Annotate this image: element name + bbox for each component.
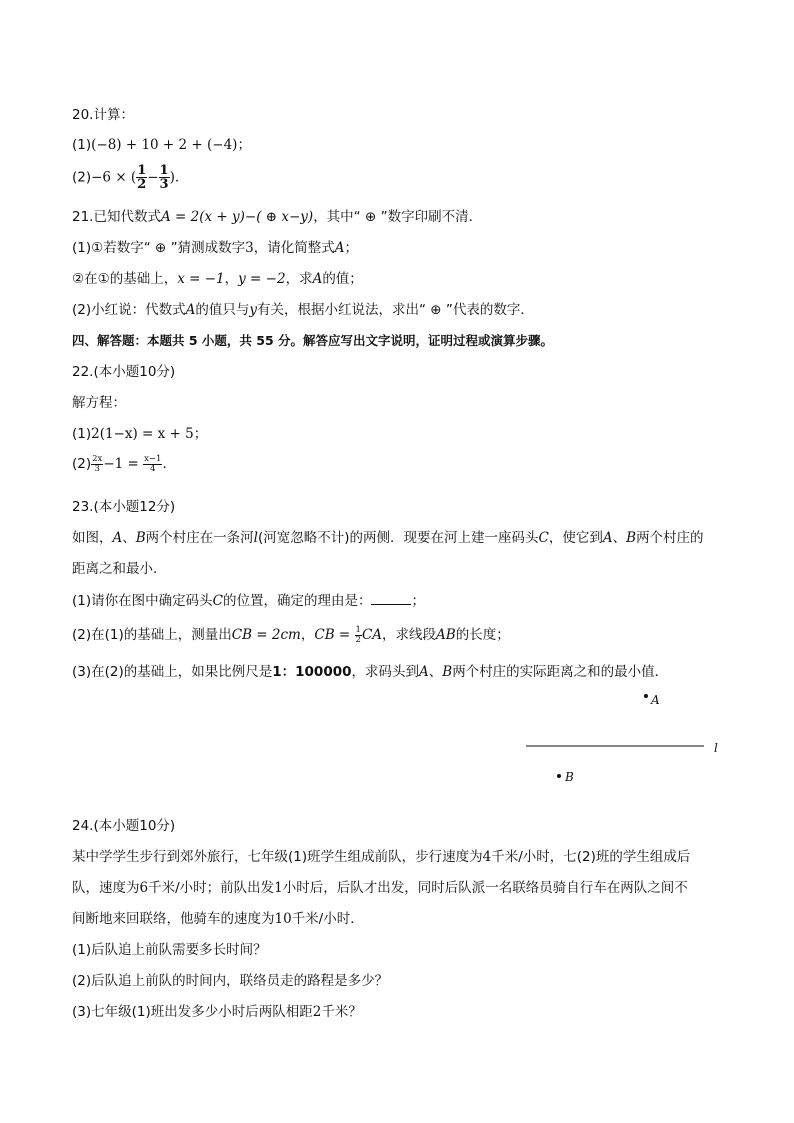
- q21-title-expr: A = 2(x + y)−( ⊕ x−y): [160, 209, 314, 225]
- q20-frac-third: [159, 164, 170, 191]
- q21-step2: [72, 301, 734, 319]
- q23-s3-pre: (3)在(2)的基础上，如果比例尺是: [72, 664, 273, 680]
- q24-l2-t: 1: [274, 880, 283, 896]
- frac-num: 2x: [92, 454, 103, 464]
- point-B-dot: [557, 774, 561, 778]
- q23-s2-eq1: CB = 2cm: [231, 627, 301, 643]
- q23-s1-mid: 的位置，确定的理由是：: [222, 593, 372, 609]
- point-B-label: B: [565, 770, 574, 784]
- q24-l3-v3: 10: [274, 911, 292, 927]
- q23-s2-pre: (2)在(1)的基础上，测量出: [72, 627, 232, 643]
- q23-l2-text: 距离之和最小．: [72, 561, 167, 577]
- q21-s2-end: 有关，根据小红说法，求出“ ⊕ ”代表的数字．: [257, 302, 534, 318]
- q23-s2-end: 的长度；: [455, 627, 510, 643]
- q23-figure: [500, 684, 740, 794]
- q21-s1a-end: ；: [344, 240, 358, 256]
- q23-title: [72, 498, 734, 516]
- q23-s2-eq2-post: CA: [361, 627, 383, 643]
- q24-s3-end: 千米？: [321, 1004, 362, 1020]
- q20-p2-post: )．: [169, 169, 189, 186]
- river-label-l: l: [714, 741, 718, 755]
- q23-l1-sep2: 、: [612, 530, 627, 546]
- q22-frac-2x-3: [91, 455, 103, 473]
- q21-title-post: ，其中“ ⊕ ”数字印刷不清．: [313, 209, 483, 225]
- q21-s1a-pre: (1)①若数字“ ⊕ ”猜测成数字: [72, 240, 246, 256]
- q23-l1-mid: 两个村庄在一条河: [145, 530, 254, 546]
- q20-p2-label: (2): [72, 169, 92, 186]
- q24-step3: [72, 1003, 734, 1021]
- point-A-label: A: [651, 693, 660, 707]
- q22-p2-label: (2): [72, 456, 92, 472]
- frac-den: 3: [94, 463, 100, 474]
- frac-num: 1: [159, 163, 169, 178]
- q23-s3-mid: ，求码头到: [351, 664, 420, 680]
- q24-line3: [72, 910, 734, 928]
- q23-s1-end: ；: [411, 593, 425, 609]
- q23-s3-A: A: [419, 664, 429, 680]
- q22-intro: [72, 394, 734, 412]
- q22-part1: [72, 425, 734, 443]
- section-4-heading: [72, 332, 734, 350]
- q20-frac-half: [136, 164, 147, 191]
- q21-s1b-sep: ，: [224, 271, 239, 287]
- frac-num: x−1: [144, 454, 162, 464]
- point-A-dot: [644, 694, 648, 698]
- q23-l1-sep: 、: [122, 530, 136, 546]
- q23-l1-mid3: ，使它到: [548, 530, 603, 546]
- q20-part1: [72, 136, 734, 154]
- q23-l1-mid2: (河宽忽略不计)的两侧．现要在河上建一座码头: [258, 530, 539, 546]
- q24-title-text: 24.(本小题10分): [72, 818, 176, 834]
- answer-blank[interactable]: [371, 592, 411, 605]
- q23-step3: [72, 663, 734, 681]
- q24-l2-v2: 6: [139, 880, 149, 896]
- q23-s2-mid: ，求线段: [382, 627, 437, 643]
- q23-l1-A2: A: [602, 530, 613, 546]
- frac-num: 1: [137, 163, 147, 178]
- q24-l1-v1: 4: [482, 849, 492, 865]
- q23-s1-C: C: [212, 593, 223, 609]
- q21-s1a-var: A: [334, 240, 345, 256]
- q22-part2: [72, 452, 734, 476]
- q21-title-pre: 21.已知代数式: [72, 209, 161, 225]
- q21-s2-mid: 的值只与: [195, 302, 250, 318]
- frac-den: 2: [355, 634, 361, 645]
- q24-l3-end: 千米/小时．: [291, 911, 364, 927]
- q21-title: [72, 208, 734, 226]
- q20-title: [72, 106, 734, 124]
- q23-l1-B2: B: [626, 530, 637, 546]
- q23-s2-eq2-pre: CB =: [314, 627, 351, 643]
- q23-s3-B: B: [442, 664, 453, 680]
- frac-den: 2: [137, 177, 147, 192]
- q24-line1: [72, 848, 734, 866]
- q23-s3-end: 两个村庄的实际距离之和的最小值．: [452, 664, 669, 680]
- q22-p2-end: ．: [162, 456, 176, 472]
- q20-p1-label: (1): [72, 137, 92, 153]
- q23-title-text: 23.(本小题12分): [72, 499, 176, 515]
- q23-step2: [72, 624, 734, 646]
- section-4-text: 四、解答题：本题共 5 小题，共 55 分。解答应写出文字说明，证明过程或演算步骤。: [72, 333, 554, 348]
- q24-s2-text: (2)后队追上前队的时间内，联络员走的路程是多少？: [72, 973, 389, 989]
- q22-title-text: 22.(本小题10分): [72, 364, 176, 380]
- frac-num: 1: [355, 625, 361, 635]
- q21-s1b-end: 的值；: [322, 271, 363, 287]
- q24-line2: [72, 879, 734, 897]
- q23-s2-AB: AB: [436, 627, 456, 643]
- q22-p1-end: ；: [193, 426, 208, 442]
- q23-l1-C: C: [538, 530, 549, 546]
- q20-p1-end: ；: [237, 137, 251, 153]
- q22-intro-text: 解方程：: [72, 395, 126, 411]
- frac-den: 4: [150, 463, 156, 474]
- q21-s2-pre: (2)小红说：代数式: [72, 302, 186, 318]
- q22-p1-label: (1): [72, 426, 92, 442]
- q24-step2: [72, 972, 734, 990]
- q23-line2: [72, 560, 734, 578]
- q23-l1-pre: 如图，: [72, 530, 113, 546]
- q21-s1b-y: y = −2: [238, 271, 286, 287]
- q21-s1b-pre: ②在①的基础上，: [72, 271, 178, 287]
- q23-step1: [72, 592, 734, 610]
- q23-l1-l: l: [253, 530, 258, 546]
- q21-s2-var: A: [185, 302, 196, 318]
- q24-step1: [72, 941, 734, 959]
- q21-s2-var2: y: [249, 302, 258, 318]
- q20-p2-minus: −: [147, 169, 159, 186]
- q20-part2: [72, 164, 734, 191]
- q24-l1-mid: 千米/小时，七(2)班的学生组成后: [491, 849, 691, 865]
- q23-s3-scale: 1：100000: [272, 664, 352, 680]
- q24-title: [72, 817, 734, 835]
- q24-l3-pre: 间断地来回联络，他骑车的速度为: [72, 911, 275, 927]
- q23-s3-sep: 、: [428, 664, 443, 680]
- q22-title: [72, 363, 734, 381]
- q22-p2-mid: −1 =: [103, 456, 139, 472]
- q24-l2-end: 小时后，后队才出发，同时后队派一名联络员骑自行车在两队之间不: [282, 880, 688, 896]
- q23-s2-sep: ，: [300, 627, 315, 643]
- q20-title-text: 20.计算：: [72, 107, 134, 123]
- q23-s1-pre: (1)请你在图中确定码头: [72, 593, 213, 609]
- q21-s1b-var: A: [312, 271, 323, 287]
- q23-l1-end: 两个村庄的: [636, 530, 704, 546]
- q21-step1a: [72, 239, 734, 257]
- q24-s1-text: (1)后队追上前队需要多长时间？: [72, 942, 267, 958]
- q23-line1: [72, 529, 734, 547]
- q23-l1-A: A: [112, 530, 123, 546]
- q23-l1-B: B: [135, 530, 146, 546]
- q24-l1-pre: 某中学学生步行到郊外旅行，七年级(1)班学生组成前队，步行速度为: [72, 849, 483, 865]
- q21-s1a-num: 3: [245, 240, 254, 256]
- q22-p1-expr: 2(1−x) = x + 5: [91, 426, 194, 442]
- frac-den: 3: [159, 177, 169, 192]
- q21-s1b-x: x = −1: [177, 271, 225, 287]
- q24-s3-pre: (3)七年级(1)班出发多少小时后两队相距: [72, 1004, 313, 1020]
- q20-p1-expr: (−8) + 10 + 2 + (−4): [91, 137, 238, 153]
- q21-step1b: [72, 270, 734, 288]
- q24-s3-d: 2: [312, 1004, 322, 1020]
- q21-s1a-mid: ，请化简整式: [253, 240, 335, 256]
- q24-l2-pre: 队，速度为: [72, 880, 140, 896]
- q22-frac-x1-4: [143, 455, 162, 473]
- q20-p2-pre: −6 × (: [91, 169, 137, 186]
- q23-frac-half: [355, 626, 362, 644]
- q21-s1b-mid: ，求: [285, 271, 313, 287]
- q24-l2-mid: 千米/小时；前队出发: [148, 880, 275, 896]
